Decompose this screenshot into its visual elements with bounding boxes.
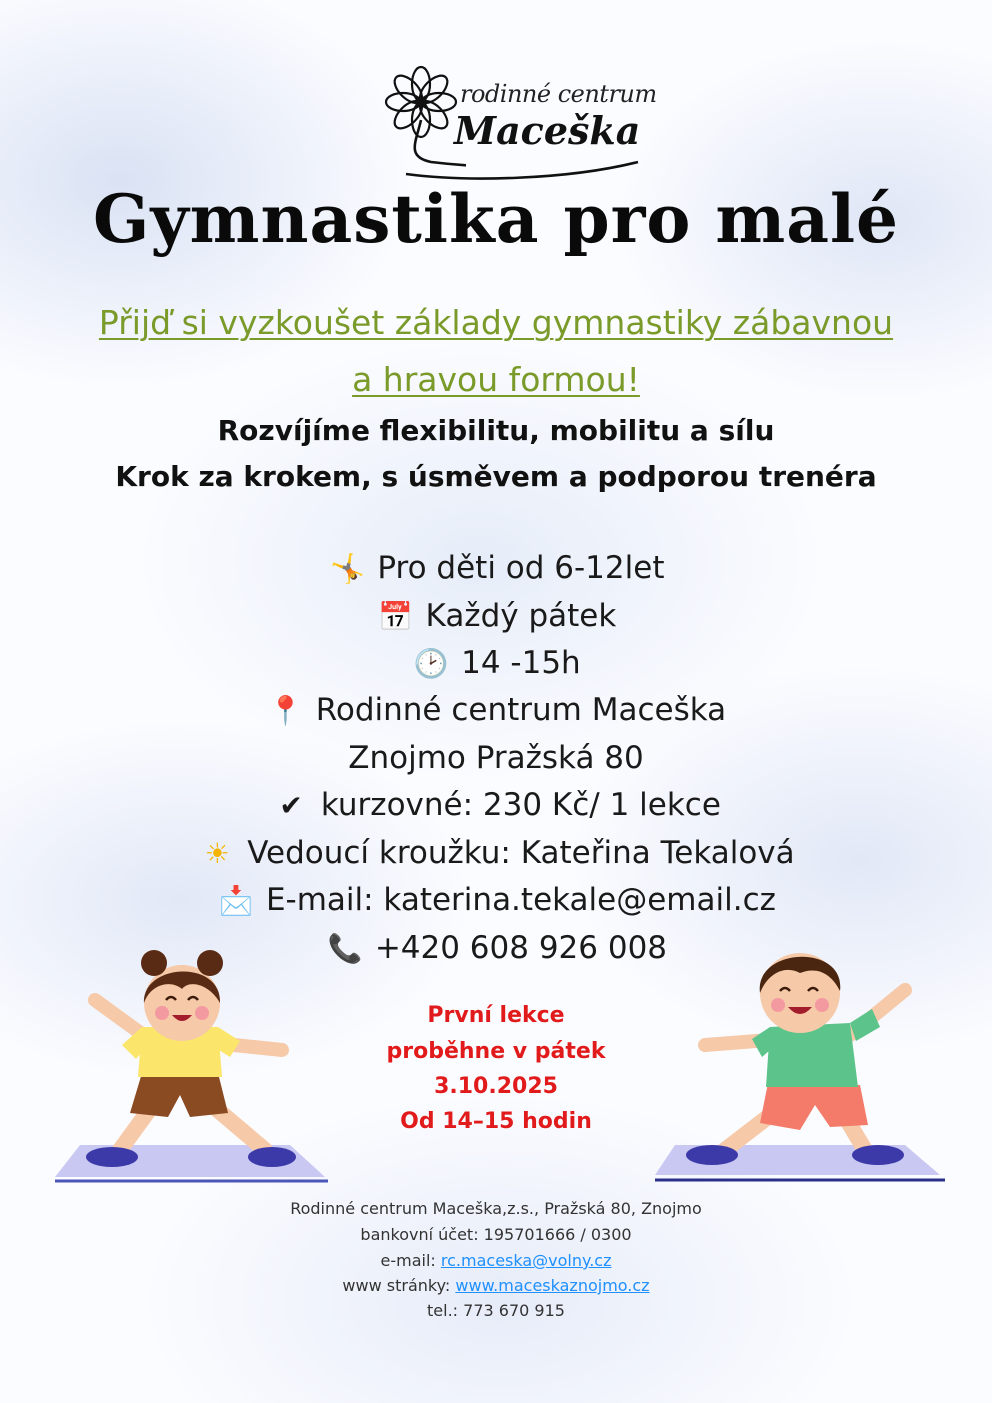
footer-web xyxy=(0,1276,992,1295)
footer-org: Rodinné centrum Maceška,z.s., Pražská 80, Znojmo xyxy=(290,1199,702,1218)
info-time-text: 14 -15h xyxy=(461,645,581,681)
info-email-text[interactable]: E-mail: katerina.tekale@email.cz xyxy=(265,882,776,918)
phone-icon: 📞 xyxy=(327,932,363,965)
first-lesson-line-3: 3.10.2025 xyxy=(434,1074,558,1099)
info-place-text: Rodinné centrum Maceška xyxy=(315,692,727,728)
boy-illustration xyxy=(650,935,950,1190)
info-place xyxy=(0,692,992,728)
info-time xyxy=(0,645,992,681)
footer-email xyxy=(0,1251,992,1270)
info-leader-text: Vedoucí kroužku: Kateřina Tekalová xyxy=(247,835,795,871)
subtitle-line-1: Přijď si vyzkoušet základy gymnastiky zábavnou xyxy=(98,303,894,342)
logo-line-big: Maceška xyxy=(454,108,641,153)
first-lesson-line-4: Od 14–15 hodin xyxy=(400,1109,592,1134)
first-lesson-line-2: proběhne v pátek xyxy=(386,1039,606,1064)
info-day xyxy=(0,598,992,634)
tagline-line-2: Krok za krokem, s úsměvem a podporou trenéra xyxy=(115,460,877,493)
clock-icon: 🕑 xyxy=(413,647,449,680)
first-lesson-line-1: První lekce xyxy=(427,1003,565,1028)
info-price xyxy=(0,787,992,823)
info-street: Znojmo Pražská 80 xyxy=(348,740,644,776)
info-price-text: kurzovné: 230 Kč/ 1 lekce xyxy=(320,787,721,823)
info-age xyxy=(0,550,992,586)
check-icon: ✔ xyxy=(279,789,303,822)
footer-web-link[interactable]: www.maceskaznojmo.cz xyxy=(455,1276,650,1295)
logo-line-small: rodinné centrum xyxy=(460,80,657,108)
subtitle-line-2: a hravou formou! xyxy=(352,360,640,399)
footer-email-label: e-mail: xyxy=(380,1251,436,1270)
page-title: Gymnastika pro malé xyxy=(92,180,900,258)
cartwheel-icon: 🤸 xyxy=(330,552,365,585)
sun-icon: ☀ xyxy=(204,837,230,870)
pin-icon: 📍 xyxy=(268,694,304,727)
info-leader xyxy=(0,835,992,871)
footer-bank: bankovní účet: 195701666 / 0300 xyxy=(360,1225,632,1244)
envelope-icon: 📩 xyxy=(218,884,254,917)
calendar-icon: 📅 xyxy=(378,600,414,633)
footer-phone: tel.: 773 670 915 xyxy=(427,1301,565,1320)
footer-email-link[interactable]: rc.maceska@volny.cz xyxy=(440,1251,612,1270)
logo xyxy=(376,62,656,187)
info-age-text: Pro děti od 6-12let xyxy=(377,550,665,586)
info-phone-text[interactable]: +420 608 926 008 xyxy=(374,930,668,966)
info-email xyxy=(0,882,992,918)
footer-web-label: www stránky: xyxy=(342,1276,451,1295)
girl-illustration xyxy=(50,945,340,1190)
tagline-line-1: Rozvíjíme flexibilitu, mobilitu a sílu xyxy=(217,414,775,447)
info-day-text: Každý pátek xyxy=(425,598,617,634)
